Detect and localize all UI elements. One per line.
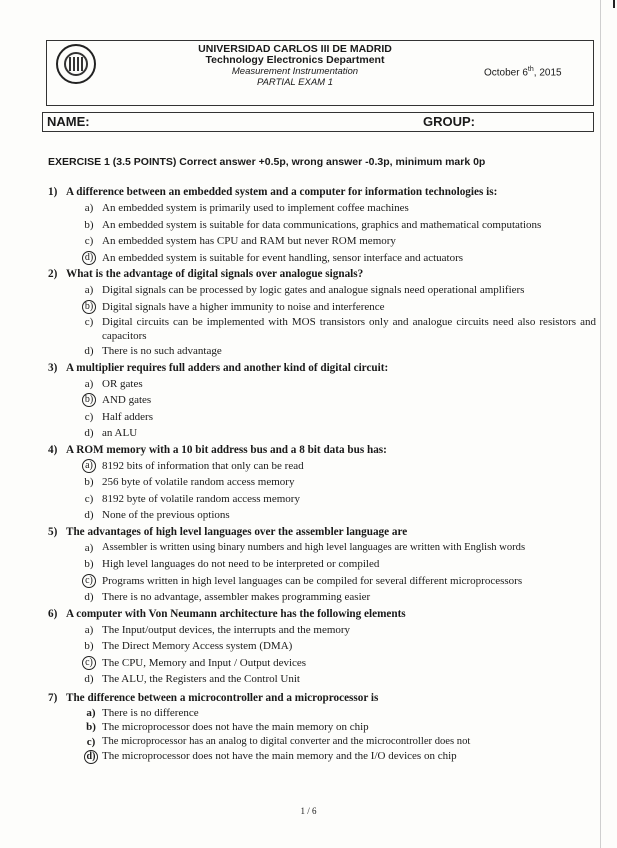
option (48, 638, 596, 655)
option (48, 556, 596, 573)
option (48, 720, 596, 735)
option-letter: a) (84, 202, 94, 214)
question-title: The difference between a microcontroller and a microprocessor is (66, 691, 379, 704)
question-7 (48, 690, 596, 764)
exercise-title: EXERCISE 1 (3.5 POINTS) Correct answer +0.5p, wrong answer -0.3p, minimum mark 0p (48, 156, 486, 168)
option (48, 507, 596, 524)
option-selected (48, 749, 596, 764)
option-text: Programs written in high level languages can be compiled for several different microprocessors (102, 574, 523, 587)
option (48, 315, 596, 343)
option-letter: b) (84, 640, 94, 652)
option (48, 589, 596, 606)
option (48, 540, 596, 557)
option (48, 706, 596, 721)
university-logo-icon (56, 44, 96, 84)
option-text: The CPU, Memory and Input / Output devices (102, 656, 307, 669)
name-label: NAME: (47, 114, 90, 129)
selected-answer-circle: d) (84, 750, 98, 764)
option-letter: c) (84, 492, 94, 505)
question-number: 3) (48, 361, 58, 374)
question-5 (48, 524, 596, 606)
question-number: 2) (48, 268, 58, 280)
option-letter: a) (84, 623, 94, 636)
question-title: The advantages of high level languages over the assembler language are (66, 525, 408, 538)
option (48, 282, 596, 299)
option (48, 200, 596, 217)
question-title: A difference between an embedded system and a computer for information technologies is: (66, 186, 498, 198)
question-number: 6) (48, 607, 58, 620)
option-letter: b) (84, 218, 94, 231)
question-number: 1) (48, 186, 58, 198)
university-name: UNIVERSIDAD CARLOS III DE MADRID (198, 43, 392, 55)
option (48, 474, 596, 491)
option-text: an ALU (102, 427, 138, 439)
date-main: October 6 (484, 67, 528, 79)
option-letter: d) (84, 673, 94, 685)
question-4 (48, 442, 596, 524)
question-3 (48, 360, 596, 442)
selected-answer-circle: b) (82, 393, 96, 407)
date-suffix: th (527, 66, 534, 73)
option-letter: a) (84, 541, 94, 554)
question-title: A computer with Von Neumann architecture has the following elements (66, 607, 406, 620)
option-text: The ALU, the Registers and the Control Unit (102, 673, 300, 685)
option-text: Digital circuits can be implemented with MOS transistors only and analogue circuits need also resistors and capacitors (102, 316, 596, 342)
question-2 (48, 266, 596, 360)
option-text: There is no such advantage (102, 345, 222, 357)
question-title: A multiplier requires full adders and another kind of digital circuit: (66, 361, 389, 374)
option (48, 233, 596, 250)
selected-answer-circle: b) (82, 300, 96, 314)
course-name: Measurement Instrumentation (231, 66, 359, 77)
option-text: The microprocessor does not have the main memory and the I/O devices on chip (102, 750, 457, 762)
exam-date (484, 66, 562, 78)
date-year: , 2015 (533, 67, 562, 79)
option-selected (48, 458, 596, 475)
selected-answer-circle: c) (82, 574, 96, 588)
option-text: None of the previous options (102, 509, 230, 521)
option-selected (48, 655, 596, 672)
option-text: The microprocessor does not have the main memory on chip (102, 721, 369, 733)
option-text: The microprocessor has an analog to digital converter and the microcontroller does not (102, 735, 471, 747)
option-text: There is no difference (102, 706, 199, 719)
option-text: 256 byte of volatile random access memory (102, 476, 295, 488)
question-1 (48, 184, 596, 266)
question-6 (48, 606, 596, 688)
page-edge (600, 0, 601, 848)
option (48, 735, 596, 750)
option-letter: a) (84, 284, 94, 296)
option-text: The Direct Memory Access system (DMA) (102, 640, 293, 652)
name-group-box (42, 112, 594, 132)
option-text: AND gates (102, 394, 152, 406)
exam-name: PARTIAL EXAM 1 (256, 77, 334, 88)
option (48, 376, 596, 393)
option (48, 217, 596, 234)
option-selected (48, 573, 596, 590)
option-text: Digital signals can be processed by logic gates and analogue signals need operational amplifiers (102, 284, 525, 296)
option-letter: c) (84, 410, 94, 423)
question-list (48, 184, 596, 764)
option-letter: d) (84, 509, 94, 521)
option (48, 409, 596, 426)
option-letter: d) (84, 345, 94, 357)
option-text: Digital signals have a higher immunity to noise and interference (102, 300, 385, 313)
corner-mark (613, 0, 615, 8)
option-letter: d) (84, 591, 94, 603)
selected-answer-circle: a) (82, 459, 96, 473)
option (48, 425, 596, 442)
option-letter: c) (86, 735, 96, 748)
option-text: There is no advantage, assembler makes programming easier (102, 591, 371, 603)
option-letter: b) (84, 558, 94, 570)
option-text: Half adders (102, 410, 154, 423)
option-text: An embedded system has CPU and RAM but never ROM memory (102, 235, 396, 247)
option-text: 8192 bits of information that only can be read (102, 459, 304, 472)
option-letter: c) (84, 235, 94, 247)
option-selected (48, 250, 596, 267)
option-letter: d) (84, 427, 94, 439)
option-text: An embedded system is suitable for data communications, graphics and mathematical computations (102, 218, 542, 231)
option-letter: a) (86, 706, 96, 719)
option-letter: b) (86, 721, 96, 733)
option (48, 491, 596, 508)
question-title: A ROM memory with a 10 bit address bus and a 8 bit data bus has: (66, 443, 387, 456)
department-name: Technology Electronics Department (205, 54, 385, 66)
question-number: 7) (48, 691, 58, 704)
option-text: Assembler is written using binary numbers and high level languages are written with English words (102, 541, 526, 553)
option (48, 671, 596, 688)
option-text: 8192 byte of volatile random access memory (102, 492, 300, 505)
selected-answer-circle: c) (82, 656, 96, 670)
selected-answer-circle: d) (82, 251, 96, 265)
header-text (150, 44, 440, 88)
option (48, 622, 596, 639)
group-label: GROUP: (423, 114, 475, 129)
option-text: OR gates (102, 377, 143, 390)
option (48, 343, 596, 360)
option-text: An embedded system is primarily used to implement coffee machines (102, 202, 409, 214)
page-number: 1 / 6 (300, 806, 317, 816)
option-selected (48, 392, 596, 409)
option-text: An embedded system is suitable for event handling, sensor interface and actuators (102, 251, 464, 264)
option-letter: b) (84, 476, 94, 488)
question-number: 4) (48, 443, 58, 456)
question-title: What is the advantage of digital signals over analogue signals? (66, 268, 364, 280)
option-selected (48, 299, 596, 316)
option-text: High level languages do not need to be interpreted or compiled (102, 558, 380, 570)
question-number: 5) (48, 525, 58, 538)
option-letter: c) (84, 316, 94, 328)
option-text: The Input/output devices, the interrupts and the memory (102, 623, 351, 636)
option-letter: a) (84, 377, 94, 390)
